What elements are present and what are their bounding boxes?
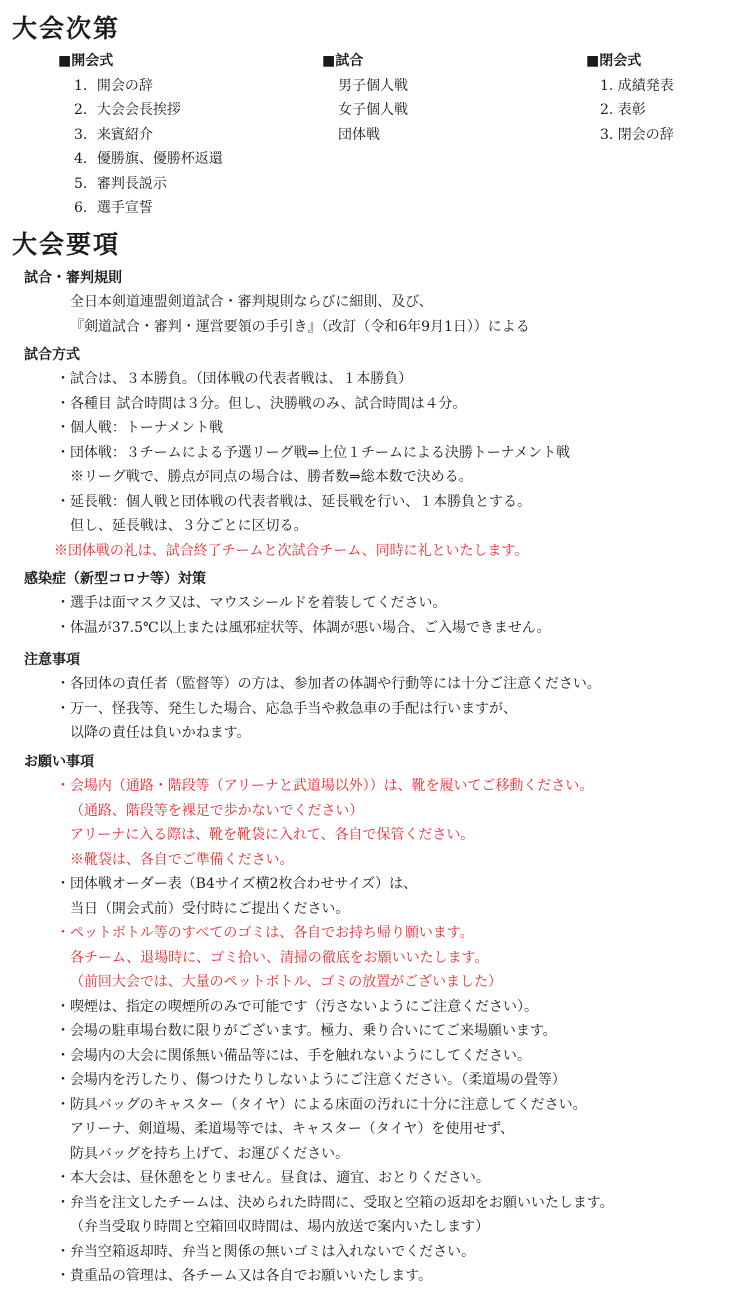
request-red-bullet: ・ ペットボトル等のすべてのゴミは、各自でお持ち帰り願います。 (24, 921, 734, 946)
format-note: ※リーグ戦で、勝点が同点の場合は、勝者数⇒総本数で決める。 (70, 469, 473, 485)
format-section (24, 343, 734, 563)
opening-item: 2．大会会長挨拶 (74, 102, 181, 118)
format-note: 但し、延長戦は、３分ごとに区切る。 (70, 518, 308, 534)
infection-bullet: ・ 体温が37.5℃以上または風邪症状等、体調が悪い場合、ご入場できません。 (24, 616, 734, 641)
request-cont: （弁当受取り時間と空箱回収時間は、場内放送で案内いたします） (70, 1219, 490, 1235)
format-bullet: ・ 個人戦：トーナメント戦 (24, 416, 734, 441)
guidelines-title: 大会要項 (12, 230, 121, 259)
match-item: 団体戦 (338, 126, 380, 143)
closing-item: 3. 閉会の辞 (600, 126, 674, 143)
request-red-line: 各チーム、退場時に、ゴミ拾い、清掃の徹底をお願いいたします。 (70, 949, 489, 966)
closing-heading: ■閉会式 (586, 53, 642, 69)
format-bullet: ・ 団体戦：３チームによる予選リーグ戦⇒上位１チームによる決勝トーナメント戦 (24, 441, 734, 466)
caution-section (24, 648, 734, 746)
request-red-line: （通路、階段等を裸足で歩かないでください） (70, 802, 364, 819)
request-cont: アリーナ、剣道場、柔道場等では、キャスター（タイヤ）を使用せず、 (70, 1121, 515, 1137)
request-red-line: ※靴袋は、各自でご準備ください。 (70, 851, 294, 868)
match-heading: ■試合 (322, 53, 364, 69)
program-title: 大会次第 (12, 14, 121, 43)
infection-section (24, 567, 734, 640)
request-bullet: ・ 会場内を汚したり、傷つけたりしないようにご注意ください。（柔道場の畳等） (24, 1068, 734, 1093)
format-bullet: ・ 各種目 試合時間は３分。但し、決勝戦のみ、試合時間は４分。 (24, 392, 734, 417)
match-column (322, 49, 408, 147)
request-red-line: アリーナに入る際は、靴を靴袋に入れて、各自で保管ください。 (70, 827, 475, 843)
format-red-note: ※団体戦の礼は、試合終了チームと次試合チーム、同時に礼といたします。 (54, 542, 529, 559)
match-item: 男子個人戦 (338, 77, 408, 94)
format-heading: 試合方式 (24, 347, 80, 363)
opening-heading: ■開会式 (58, 53, 114, 69)
closing-item: 2. 表彰 (600, 102, 646, 118)
rules-section (24, 266, 734, 339)
format-bullet: ・ 延長戦：個人戦と団体戦の代表者戦は、延長戦を行い、１本勝負とする。 (24, 490, 734, 515)
requests-heading: お願い事項 (24, 754, 94, 770)
opening-ceremony-column (58, 49, 223, 221)
rules-line: 『剣道試合・審判・運営要領の手引き』（改訂（令和6年9月1日））による (70, 318, 530, 335)
infection-heading: 感染症（新型コロナ等）対策 (24, 571, 206, 587)
request-bullet: ・ 会場内の大会に関係無い備品等には、手を触れないようにしてください。 (24, 1044, 734, 1069)
match-item: 女子個人戦 (338, 102, 408, 118)
opening-item: 6．選手宣誓 (74, 200, 153, 216)
request-bullet: ・ 喫煙は、指定の喫煙所のみで可能です（汚さないようにご注意ください）。 (24, 995, 734, 1020)
request-bullet: ・ 弁当空箱返却時、弁当と関係の無いゴミは入れないでください。 (24, 1240, 734, 1265)
caution-bullet: ・ 万一、怪我等、発生した場合、応急手当や救急車の手配は行いますが、 (24, 697, 734, 722)
request-bullet: ・ 団体戦オーダー表（B4サイズ横2枚合わせサイズ）は、 (24, 872, 734, 897)
request-bullet: ・ 本大会は、昼休憩をとりません。昼食は、適宜、おとりください。 (24, 1166, 734, 1191)
request-red-line: （前回大会では、大量のペットボトル、ゴミの放置がございました） (70, 974, 502, 990)
caution-cont: 以降の責任は負いかねます。 (70, 725, 251, 741)
request-red-bullet: ・ 会場内（通路・階段等（アリーナと武道場以外））は、靴を履いてご移動ください。 (24, 774, 734, 799)
closing-item: 1. 成績発表 (600, 77, 674, 94)
request-cont: 防具バッグを持ち上げて、お運びください。 (70, 1145, 350, 1162)
format-bullet: ・ 試合は、３本勝負。（団体戦の代表者戦は、１本勝負） (24, 367, 734, 392)
opening-item: 5．審判長説示 (74, 175, 167, 192)
requests-section (24, 750, 734, 1289)
rules-heading: 試合・審判規則 (24, 270, 122, 286)
request-bullet: ・ 防具バッグのキャスター（タイヤ）による床面の汚れに十分に注意してください。 (24, 1093, 734, 1118)
request-bullet: ・ 貴重品の管理は、各チーム又は各自でお願いいたします。 (24, 1264, 734, 1289)
request-bullet: ・ 会場の駐車場台数に限りがございます。極力、乗り合いにてご来場願います。 (24, 1019, 734, 1044)
infection-bullet: ・ 選手は面マスク又は、マウスシールドを着装してください。 (24, 591, 734, 616)
request-cont: 当日（開会式前）受付時にご提出ください。 (70, 900, 350, 917)
opening-item: 4．優勝旗、優勝杯返還 (74, 151, 223, 167)
rules-line: 全日本剣道連盟剣道試合・審判規則ならびに細則、及び、 (70, 294, 433, 310)
request-bullet: ・ 弁当を注文したチームは、決められた時間に、受取と空箱の返却をお願いいたします。 (24, 1191, 734, 1216)
caution-heading: 注意事項 (24, 652, 80, 668)
closing-ceremony-column (586, 49, 674, 147)
caution-bullet: ・ 各団体の責任者（監督等）の方は、参加者の体調や行動等には十分ご注意ください。 (24, 672, 734, 697)
opening-item: 1．開会の辞 (74, 77, 153, 94)
opening-item: 3．来賓紹介 (74, 126, 153, 143)
